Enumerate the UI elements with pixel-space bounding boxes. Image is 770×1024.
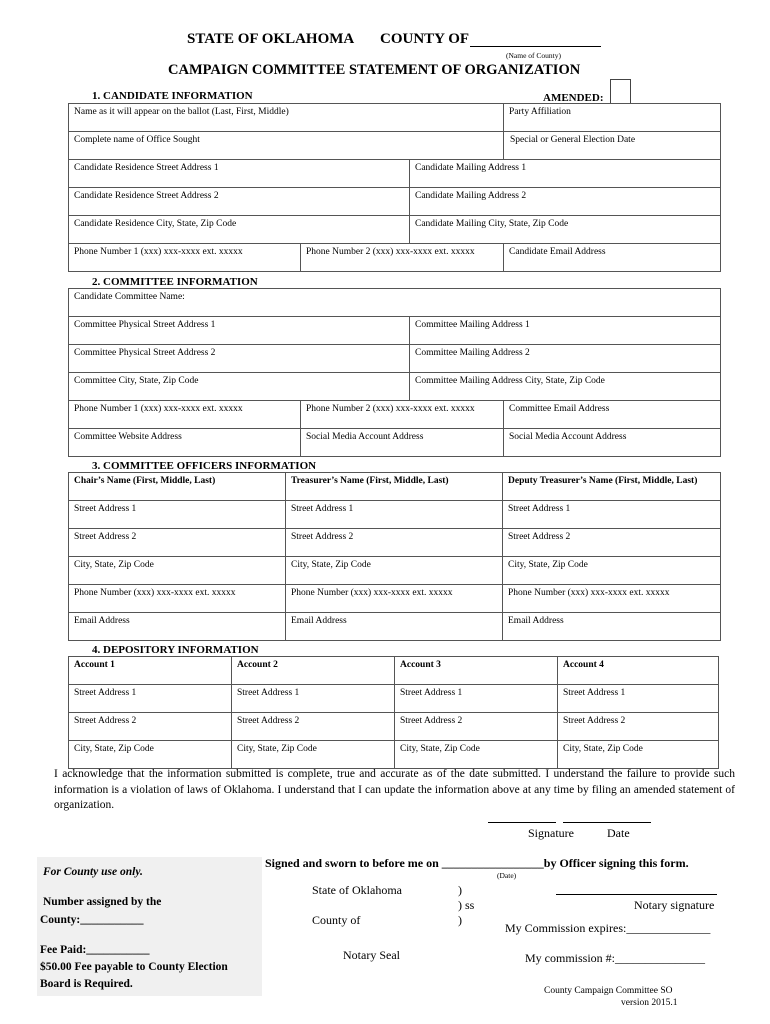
account-1-street-1-field[interactable]: Street Address 1 — [69, 685, 232, 713]
mailing-address-1-field[interactable]: Candidate Mailing Address 1 — [410, 160, 721, 188]
chair-street-1-field[interactable]: Street Address 1 — [69, 501, 286, 529]
committee-physical-address-1-field[interactable]: Committee Physical Street Address 1 — [69, 317, 410, 345]
account-4-street-2-field[interactable]: Street Address 2 — [558, 713, 719, 741]
notary-seal-label: Notary Seal — [343, 948, 400, 962]
treasurer-name-field[interactable]: Treasurer’s Name (First, Middle, Last) — [286, 473, 503, 501]
county-use-label: For County use only. — [43, 866, 143, 878]
fee-note-line-1: $50.00 Fee payable to County Election — [40, 961, 228, 973]
signature-label: Signature — [528, 826, 574, 840]
deputy-street-2-field[interactable]: Street Address 2 — [503, 529, 721, 557]
date-label: Date — [607, 826, 630, 840]
commission-number-field[interactable]: My commission #:_______________ — [525, 951, 706, 965]
number-assigned-label: Number assigned by the — [43, 896, 162, 908]
ss-mark: ) ss — [458, 898, 475, 912]
committee-website-field[interactable]: Committee Website Address — [69, 429, 301, 457]
deputy-street-1-field[interactable]: Street Address 1 — [503, 501, 721, 529]
depository-table — [68, 656, 719, 769]
treasurer-phone-field[interactable]: Phone Number (xxx) xxx-xxxx ext. xxxxx — [286, 585, 503, 613]
committee-table — [68, 288, 721, 457]
sworn-date-note: (Date) — [497, 871, 517, 880]
account-1-header[interactable]: Account 1 — [69, 657, 232, 685]
candidate-phone-2-field[interactable]: Phone Number 2 (xxx) xxx-xxxx ext. xxxxx — [301, 244, 504, 272]
residence-city-field[interactable]: Candidate Residence City, State, Zip Code — [69, 216, 410, 244]
officers-table — [68, 472, 721, 641]
account-2-street-2-field[interactable]: Street Address 2 — [232, 713, 395, 741]
commission-expires-field[interactable]: My Commission expires:______________ — [505, 921, 711, 935]
committee-city-field[interactable]: Committee City, State, Zip Code — [69, 373, 410, 401]
account-3-street-2-field[interactable]: Street Address 2 — [395, 713, 558, 741]
section-3-title: 3. COMMITTEE OFFICERS INFORMATION — [92, 460, 317, 472]
treasurer-street-1-field[interactable]: Street Address 1 — [286, 501, 503, 529]
account-3-city-field[interactable]: City, State, Zip Code — [395, 741, 558, 769]
election-date-field[interactable]: Special or General Election Date — [504, 132, 721, 160]
treasurer-street-2-field[interactable]: Street Address 2 — [286, 529, 503, 557]
candidate-email-field[interactable]: Candidate Email Address — [504, 244, 721, 272]
account-1-city-field[interactable]: City, State, Zip Code — [69, 741, 232, 769]
amended-checkbox[interactable] — [610, 79, 631, 104]
signature-date-line[interactable] — [563, 812, 651, 823]
mailing-address-2-field[interactable]: Candidate Mailing Address 2 — [410, 188, 721, 216]
deputy-email-field[interactable]: Email Address — [503, 613, 721, 641]
county-heading: COUNTY OF — [380, 31, 470, 47]
party-affiliation-field[interactable]: Party Affiliation — [504, 104, 721, 132]
treasurer-email-field[interactable]: Email Address — [286, 613, 503, 641]
acknowledgement-text: I acknowledge that the information submitted is complete, true and accurate as of the date submitted. I understand the failure to provide such information is a violation of laws of Oklahoma. I understand that I can update the information above at any time by filing an amended statement of organization. — [54, 768, 735, 811]
fee-paid-field[interactable]: Fee Paid:___________ — [40, 944, 150, 956]
committee-mailing-city-field[interactable]: Committee Mailing Address City, State, Zip Code — [410, 373, 721, 401]
signature-line[interactable] — [488, 812, 556, 823]
notary-signature-label: Notary signature — [634, 898, 715, 912]
social-media-1-field[interactable]: Social Media Account Address — [301, 429, 504, 457]
account-4-street-1-field[interactable]: Street Address 1 — [558, 685, 719, 713]
paren-3: ) — [458, 913, 462, 927]
section-1-title: 1. CANDIDATE INFORMATION — [92, 90, 253, 102]
account-4-header[interactable]: Account 4 — [558, 657, 719, 685]
fee-note-line-2: Board is Required. — [40, 978, 133, 990]
county-name-field[interactable] — [470, 33, 601, 47]
candidate-table — [68, 103, 721, 272]
county-use-box — [37, 857, 262, 996]
notary-signature-line[interactable] — [556, 882, 717, 895]
committee-name-field[interactable]: Candidate Committee Name: — [69, 289, 721, 317]
state-of-oklahoma: State of Oklahoma — [312, 883, 402, 897]
paren-1: ) — [458, 883, 462, 897]
mailing-city-field[interactable]: Candidate Mailing City, State, Zip Code — [410, 216, 721, 244]
account-2-city-field[interactable]: City, State, Zip Code — [232, 741, 395, 769]
committee-email-field[interactable]: Committee Email Address — [504, 401, 721, 429]
footer-version: version 2015.1 — [621, 998, 678, 1008]
account-4-city-field[interactable]: City, State, Zip Code — [558, 741, 719, 769]
candidate-phone-1-field[interactable]: Phone Number 1 (xxx) xxx-xxxx ext. xxxxx — [69, 244, 301, 272]
residence-address-2-field[interactable]: Candidate Residence Street Address 2 — [69, 188, 410, 216]
amended-label: AMENDED: — [543, 92, 604, 104]
section-2-title: 2. COMMITTEE INFORMATION — [92, 276, 258, 288]
committee-physical-address-2-field[interactable]: Committee Physical Street Address 2 — [69, 345, 410, 373]
sworn-date-field[interactable]: _________________ — [441, 856, 544, 870]
footer-form-name: County Campaign Committee SO — [544, 986, 673, 996]
committee-phone-1-field[interactable]: Phone Number 1 (xxx) xxx-xxxx ext. xxxxx — [69, 401, 301, 429]
sworn-statement: Signed and sworn to before me on _________________by Officer signing this form. — [265, 856, 689, 870]
name-of-county-note: (Name of County) — [506, 51, 561, 60]
treasurer-city-field[interactable]: City, State, Zip Code — [286, 557, 503, 585]
page-title: CAMPAIGN COMMITTEE STATEMENT OF ORGANIZATION — [168, 62, 581, 78]
chair-city-field[interactable]: City, State, Zip Code — [69, 557, 286, 585]
account-3-header[interactable]: Account 3 — [395, 657, 558, 685]
account-3-street-1-field[interactable]: Street Address 1 — [395, 685, 558, 713]
committee-mailing-address-1-field[interactable]: Committee Mailing Address 1 — [410, 317, 721, 345]
deputy-city-field[interactable]: City, State, Zip Code — [503, 557, 721, 585]
ballot-name-field[interactable]: Name as it will appear on the ballot (Last, First, Middle) — [69, 104, 504, 132]
social-media-2-field[interactable]: Social Media Account Address — [504, 429, 721, 457]
committee-phone-2-field[interactable]: Phone Number 2 (xxx) xxx-xxxx ext. xxxxx — [301, 401, 504, 429]
deputy-treasurer-name-field[interactable]: Deputy Treasurer’s Name (First, Middle, Last) — [503, 473, 721, 501]
chair-name-field[interactable]: Chair’s Name (First, Middle, Last) — [69, 473, 286, 501]
committee-mailing-address-2-field[interactable]: Committee Mailing Address 2 — [410, 345, 721, 373]
account-2-header[interactable]: Account 2 — [232, 657, 395, 685]
deputy-phone-field[interactable]: Phone Number (xxx) xxx-xxxx ext. xxxxx — [503, 585, 721, 613]
account-2-street-1-field[interactable]: Street Address 1 — [232, 685, 395, 713]
chair-phone-field[interactable]: Phone Number (xxx) xxx-xxxx ext. xxxxx — [69, 585, 286, 613]
section-4-title: 4. DEPOSITORY INFORMATION — [92, 644, 259, 656]
residence-address-1-field[interactable]: Candidate Residence Street Address 1 — [69, 160, 410, 188]
notary-county-of: County of — [312, 913, 361, 927]
chair-email-field[interactable]: Email Address — [69, 613, 286, 641]
county-number-field[interactable]: County:___________ — [40, 914, 144, 926]
office-sought-field[interactable]: Complete name of Office Sought — [69, 132, 504, 160]
state-heading: STATE OF OKLAHOMA — [187, 31, 355, 47]
account-1-street-2-field[interactable]: Street Address 2 — [69, 713, 232, 741]
chair-street-2-field[interactable]: Street Address 2 — [69, 529, 286, 557]
